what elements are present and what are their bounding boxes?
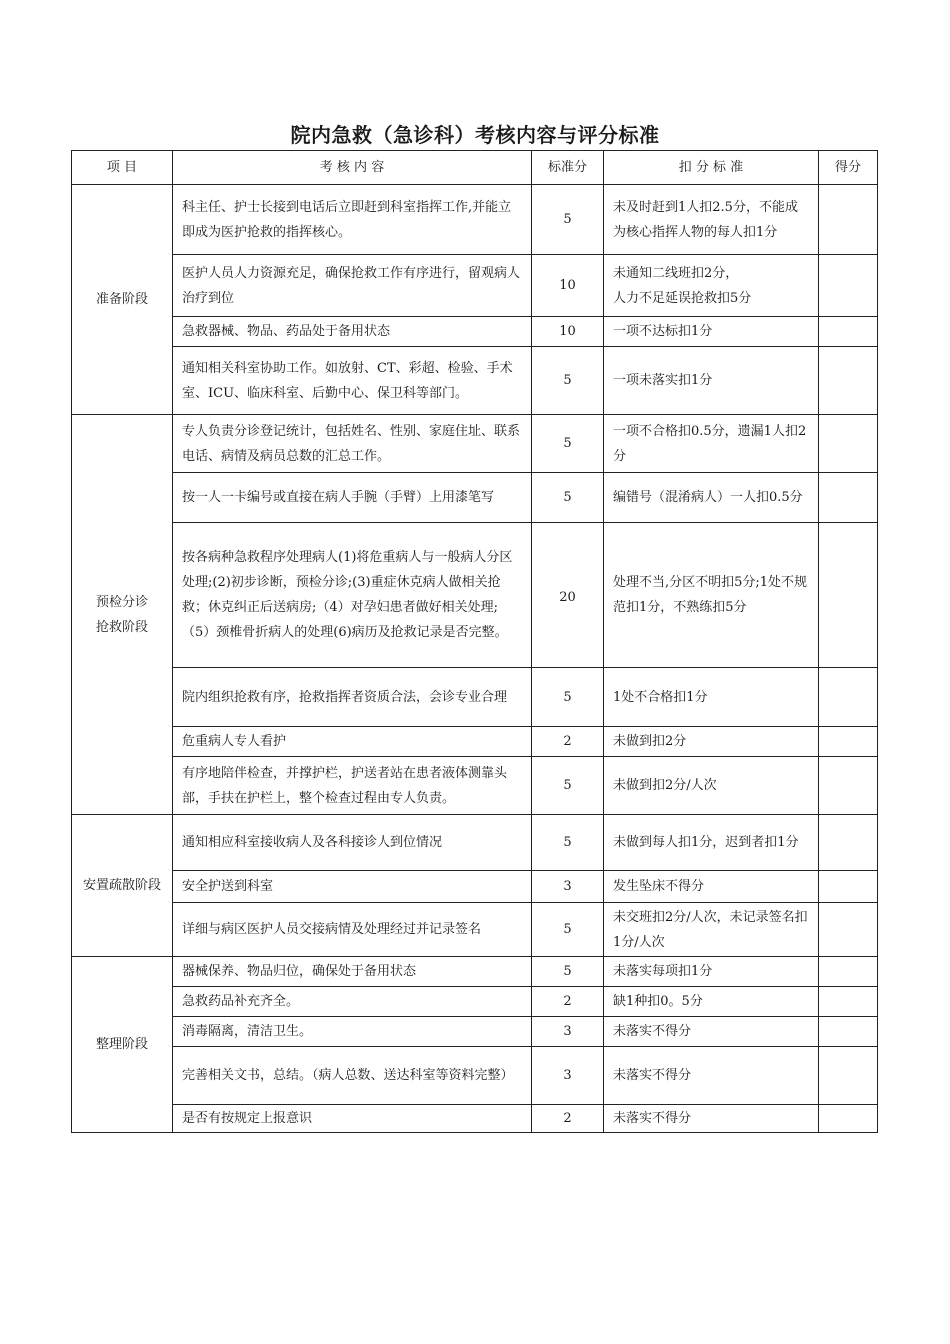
content-cell: 科主任、护士长接到电话后立即赶到科室指挥工作,并能立即成为医护抢救的指挥核心。 xyxy=(173,185,532,255)
table-row xyxy=(72,1047,878,1105)
table-row xyxy=(72,255,878,317)
content-cell: 有序地陪伴检查，并撑护栏，护送者站在患者液体测靠头部，手扶在护栏上，整个检查过程由专人负责。 xyxy=(173,757,532,815)
got-cell xyxy=(819,473,878,523)
criteria-cell: 未及时赶到1人扣2.5分，不能成为核心指挥人物的每人扣1分 xyxy=(604,185,819,255)
table-row xyxy=(72,668,878,727)
table-row xyxy=(72,473,878,523)
got-cell xyxy=(819,987,878,1017)
criteria-line: 人力不足延误抢救扣5分 xyxy=(613,290,752,306)
content-cell: 消毒隔离，清洁卫生。 xyxy=(173,1017,532,1047)
content-cell: 按各病种急救程序处理病人(1)将危重病人与一般病人分区处理;(2)初步诊断，预检分诊;(3)重症休克病人做相关抢救；休克纠正后送病房;（4）对孕妇患者做好相关处理;（5）颈椎骨折病人的处理(6)病历及抢救记录是否完整。 xyxy=(173,523,532,668)
criteria-cell: 未落实每项扣1分 xyxy=(604,957,819,987)
table-row xyxy=(72,903,878,957)
score-cell: 5 xyxy=(532,957,604,987)
got-cell xyxy=(819,347,878,415)
criteria-cell: 未落实不得分 xyxy=(604,1105,819,1133)
table-row xyxy=(72,347,878,415)
criteria-cell xyxy=(604,255,819,317)
score-cell: 10 xyxy=(532,255,604,317)
content-cell: 通知相应科室接收病人及各科接诊人到位情况 xyxy=(173,815,532,871)
score-cell: 2 xyxy=(532,1105,604,1133)
got-cell xyxy=(819,317,878,347)
score-cell: 5 xyxy=(532,473,604,523)
criteria-cell: 未交班扣2分/人次，未记录签名扣1分/人次 xyxy=(604,903,819,957)
score-cell: 10 xyxy=(532,317,604,347)
got-cell xyxy=(819,668,878,727)
got-cell xyxy=(819,727,878,757)
criteria-cell: 处理不当,分区不明扣5分;1处不规范扣1分，不熟练扣5分 xyxy=(604,523,819,668)
criteria-cell: 1处不合格扣1分 xyxy=(604,668,819,727)
table-row xyxy=(72,727,878,757)
header-content: 考 核 内 容 xyxy=(173,151,532,185)
header-item: 项 目 xyxy=(72,151,173,185)
table-row xyxy=(72,757,878,815)
content-cell: 完善相关文书，总结。（病人总数、送达科室等资料完整） xyxy=(173,1047,532,1105)
table-row xyxy=(72,317,878,347)
score-cell: 5 xyxy=(532,757,604,815)
score-cell: 3 xyxy=(532,1047,604,1105)
score-cell: 2 xyxy=(532,727,604,757)
criteria-cell: 未落实不得分 xyxy=(604,1047,819,1105)
got-cell xyxy=(819,415,878,473)
criteria-cell: 未落实不得分 xyxy=(604,1017,819,1047)
criteria-cell: 一项不合格扣0.5分，遗漏1人扣2分 xyxy=(604,415,819,473)
stage-cell: 安置疏散阶段 xyxy=(72,815,173,957)
criteria-cell: 一项不达标扣1分 xyxy=(604,317,819,347)
content-cell: 医护人员人力资源充足，确保抢救工作有序进行，留观病人治疗到位 xyxy=(173,255,532,317)
content-cell: 院内组织抢救有序，抢救指挥者资质合法，会诊专业合理 xyxy=(173,668,532,727)
table-header-row xyxy=(72,151,878,185)
got-cell xyxy=(819,1047,878,1105)
content-cell: 详细与病区医护人员交接病情及处理经过并记录签名 xyxy=(173,903,532,957)
table-row xyxy=(72,871,878,903)
table-row xyxy=(72,1105,878,1133)
got-cell xyxy=(819,255,878,317)
criteria-cell: 未做到扣2分 xyxy=(604,727,819,757)
got-cell xyxy=(819,957,878,987)
got-cell xyxy=(819,185,878,255)
stage-line: 抢救阶段 xyxy=(95,619,148,635)
content-cell: 通知相关科室协助工作。如放射、CT、彩超、检验、手术室、ICU、临床科室、后勤中心、保卫科等部门。 xyxy=(173,347,532,415)
got-cell xyxy=(819,815,878,871)
score-cell: 2 xyxy=(532,987,604,1017)
header-deduction: 扣 分 标 准 xyxy=(604,151,819,185)
content-cell: 按一人一卡编号或直接在病人手腕（手臂）上用漆笔写 xyxy=(173,473,532,523)
stage-cell xyxy=(72,415,173,815)
got-cell xyxy=(819,871,878,903)
content-cell: 是否有按规定上报意识 xyxy=(173,1105,532,1133)
score-cell: 5 xyxy=(532,185,604,255)
score-cell: 5 xyxy=(532,903,604,957)
stage-cell: 准备阶段 xyxy=(72,185,173,415)
table-row xyxy=(72,957,878,987)
content-cell: 危重病人专人看护 xyxy=(173,727,532,757)
scoring-table xyxy=(71,150,878,1133)
score-cell: 5 xyxy=(532,668,604,727)
header-standard-score: 标准分 xyxy=(532,151,604,185)
table-row xyxy=(72,987,878,1017)
table-row xyxy=(72,185,878,255)
score-cell: 5 xyxy=(532,815,604,871)
score-cell: 20 xyxy=(532,523,604,668)
criteria-line: 未通知二线班扣2分， xyxy=(613,265,739,281)
stage-line: 预检分诊 xyxy=(95,594,148,610)
content-cell: 安全护送到科室 xyxy=(173,871,532,903)
criteria-cell: 编错号（混淆病人）一人扣0.5分 xyxy=(604,473,819,523)
got-cell xyxy=(819,1105,878,1133)
score-cell: 5 xyxy=(532,415,604,473)
content-cell: 急救药品补充齐全。 xyxy=(173,987,532,1017)
score-cell: 5 xyxy=(532,347,604,415)
got-cell xyxy=(819,757,878,815)
got-cell xyxy=(819,523,878,668)
table-row xyxy=(72,815,878,871)
criteria-cell: 发生坠床不得分 xyxy=(604,871,819,903)
criteria-cell: 未做到每人扣1分，迟到者扣1分 xyxy=(604,815,819,871)
table-row xyxy=(72,1017,878,1047)
header-got: 得分 xyxy=(819,151,878,185)
table-row xyxy=(72,523,878,668)
score-cell: 3 xyxy=(532,1017,604,1047)
criteria-cell: 缺1种扣0。5分 xyxy=(604,987,819,1017)
got-cell xyxy=(819,903,878,957)
table-row xyxy=(72,415,878,473)
content-cell: 器械保养、物品归位，确保处于备用状态 xyxy=(173,957,532,987)
stage-cell: 整理阶段 xyxy=(72,957,173,1133)
got-cell xyxy=(819,1017,878,1047)
page-title: 院内急救（急诊科）考核内容与评分标准 xyxy=(290,123,660,147)
content-cell: 急救器械、物品、药品处于备用状态 xyxy=(173,317,532,347)
score-cell: 3 xyxy=(532,871,604,903)
criteria-cell: 一项未落实扣1分 xyxy=(604,347,819,415)
criteria-cell: 未做到扣2分/人次 xyxy=(604,757,819,815)
content-cell: 专人负责分诊登记统计，包括姓名、性别、家庭住址、联系电话、病情及病员总数的汇总工作。 xyxy=(173,415,532,473)
